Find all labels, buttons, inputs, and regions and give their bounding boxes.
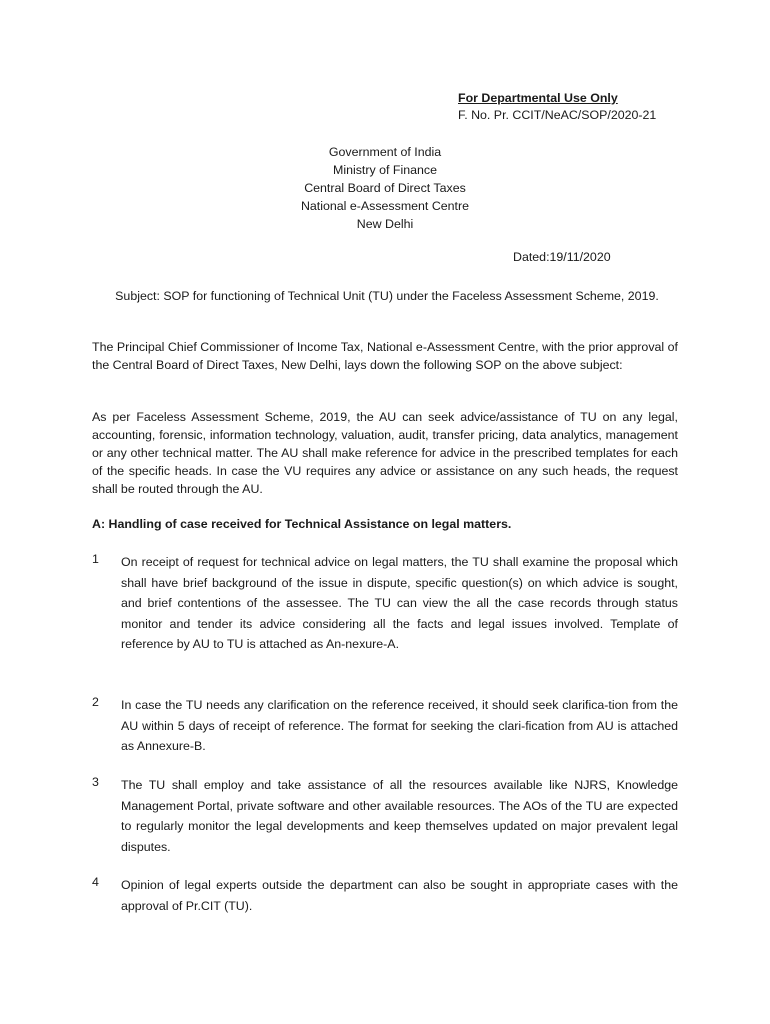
- file-number: F. No. Pr. CCIT/NeAC/SOP/2020-21: [458, 108, 657, 122]
- item-text: On receipt of request for technical advice on legal matters, the TU shall examine the proposal which shall have brief background of the issue in dispute, specific question(s) on which advice is sought, and brief contentions of the assessee. The TU can view the all the case records through status monitor and tender its advice considering all the facts and legal issues involved. Template of reference by AU to TU is attached as An-nexure-A.: [121, 555, 678, 651]
- item-number: 2: [92, 695, 99, 709]
- item-text: The TU shall employ and take assistance of all the resources available like NJRS, Knowledge Management Portal, private software and other available resources. The AOs of the TU are expected to regularly monitor the legal developments and keep themselves updated on major prevalent legal disputes.: [121, 778, 678, 854]
- departmental-use-label: For Departmental Use Only: [458, 91, 618, 105]
- organization-block: [0, 143, 770, 233]
- item-text: In case the TU needs any clarification on the reference received, it should seek clarifica-tion from the AU within 5 days of receipt of reference. The format for seeking the clari-fication from AU is attached as Annexure-B.: [121, 698, 678, 753]
- org-ministry: Ministry of Finance: [333, 163, 437, 177]
- date-line: Dated:19/11/2020: [513, 250, 611, 264]
- item-number: 4: [92, 875, 99, 889]
- org-centre: National e-Assessment Centre: [300, 199, 470, 213]
- item-number: 1: [92, 552, 99, 566]
- scheme-paragraph: As per Faceless Assessment Scheme, 2019, the AU can seek advice/assistance of TU on any legal, accounting, forensic, information technology, valuation, audit, transfer pricing, data analytics, management or any other technical matter. The AU shall make reference for advice in the prescribed templates for each of the specific heads. In case the VU requires any advice or assistance on any such heads, the request shall be routed through the AU.: [92, 410, 678, 496]
- intro-paragraph: The Principal Chief Commissioner of Income Tax, National e-Assessment Centre, with the prior approval of the Central Board of Direct Taxes, New Delhi, lays down the following SOP on the above subject:: [92, 340, 678, 372]
- section-heading: A: Handling of case received for Technical Assistance on legal matters.: [92, 517, 512, 531]
- org-board: Central Board of Direct Taxes: [304, 181, 466, 195]
- org-government: Government of India: [328, 145, 442, 159]
- header-block: [458, 90, 656, 124]
- item-text: Opinion of legal experts outside the department can also be sought in appropriate cases with the approval of Pr.CIT (TU).: [121, 878, 678, 913]
- item-number: 3: [92, 775, 99, 789]
- subject-line: Subject: SOP for functioning of Technical Unit (TU) under the Faceless Assessment Scheme, 2019.: [115, 289, 659, 303]
- org-city: New Delhi: [356, 217, 414, 231]
